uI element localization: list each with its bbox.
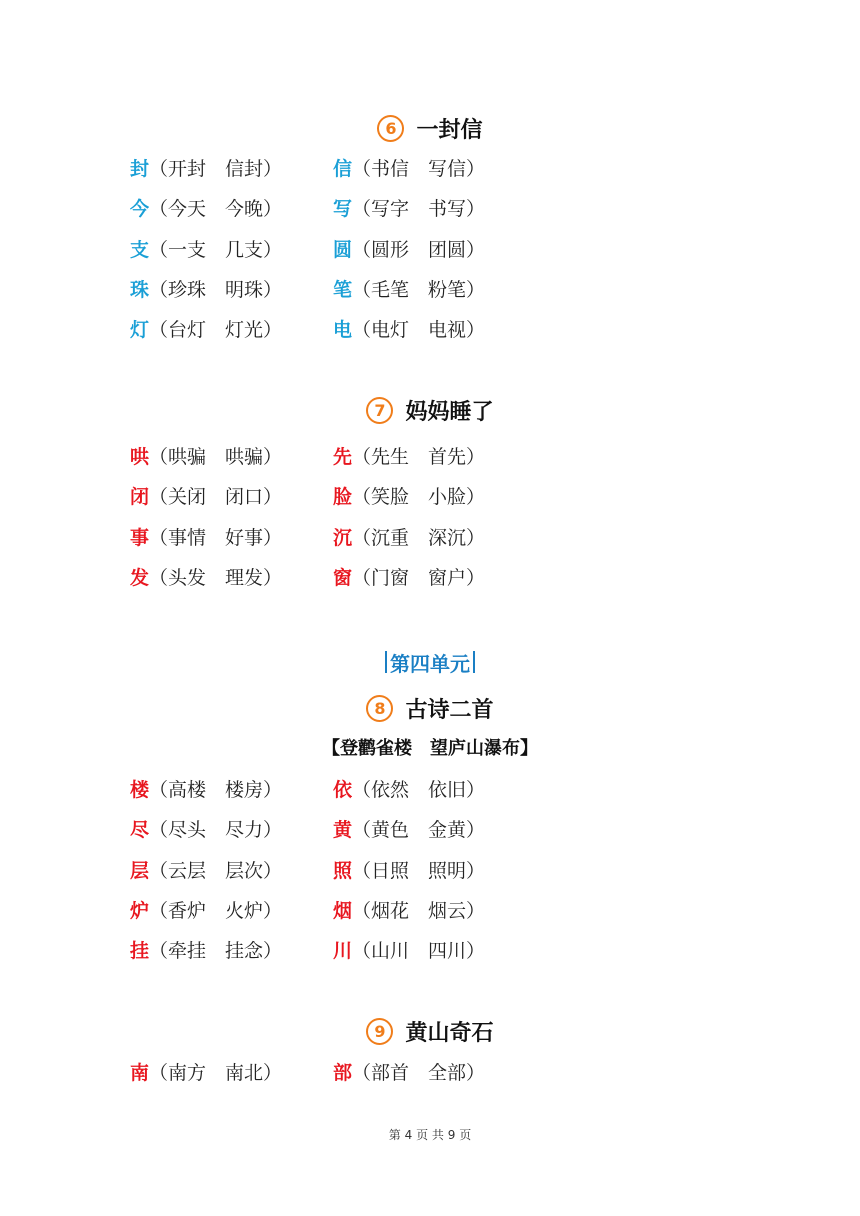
page-total: 9 <box>447 1128 456 1142</box>
lesson-title: 一封信 <box>416 117 483 143</box>
vocab-entry <box>333 856 485 886</box>
vocab-char: 层 <box>130 860 150 882</box>
vocab-entry <box>333 315 485 345</box>
vocab-entry <box>333 523 485 553</box>
vocab-char: 笔 <box>333 279 353 301</box>
page-number: 4 <box>404 1128 413 1142</box>
vocab-entry <box>130 315 282 345</box>
vocab-words: （头发 理发） <box>149 567 283 589</box>
vocab-entry <box>333 775 485 805</box>
vocab-entry <box>130 563 282 593</box>
vocab-words: （今天 今晚） <box>149 198 283 220</box>
vocab-entry <box>130 523 282 553</box>
unit-heading-text: 第四单元 <box>390 651 470 676</box>
vocab-char: 沉 <box>333 527 353 549</box>
vocab-words: （事情 好事） <box>149 527 283 549</box>
vocab-entry <box>130 235 282 265</box>
vocab-entry <box>130 775 282 805</box>
lesson-title: 黄山奇石 <box>405 1020 494 1046</box>
vocab-words: （珍珠 明珠） <box>149 279 283 301</box>
circled-number-icon: 8 <box>366 695 393 722</box>
vocab-words: （门窗 窗户） <box>352 567 486 589</box>
vocab-char: 封 <box>130 158 150 180</box>
section-8-title <box>0 688 860 728</box>
vocab-entry <box>333 482 485 512</box>
vocab-entry <box>130 1058 282 1088</box>
unit-heading <box>0 646 860 678</box>
vocab-char: 烟 <box>333 900 353 922</box>
vocab-char: 部 <box>333 1062 353 1084</box>
vocab-char: 黄 <box>333 819 353 841</box>
vocab-char: 圆 <box>333 239 353 261</box>
circled-number-icon: 7 <box>366 397 393 424</box>
vocab-char: 信 <box>333 158 353 180</box>
vocab-entry <box>333 442 485 472</box>
vocab-words: （开封 信封） <box>149 158 283 180</box>
vocab-char: 依 <box>333 779 353 801</box>
vocab-words: （尽头 尽力） <box>149 819 283 841</box>
vocab-words: （牵挂 挂念） <box>149 940 283 962</box>
vocab-words: （香炉 火炉） <box>149 900 283 922</box>
vocab-entry <box>130 482 282 512</box>
vocab-entry <box>333 1058 485 1088</box>
vocab-words: （依然 依旧） <box>352 779 486 801</box>
circled-number-icon: 9 <box>366 1018 393 1045</box>
vocab-words: （写字 书写） <box>352 198 486 220</box>
vocab-words: （台灯 灯光） <box>149 319 283 341</box>
vocab-entry <box>333 194 485 224</box>
vocab-char: 脸 <box>333 486 353 508</box>
footer-text: 页 <box>416 1128 429 1142</box>
vocab-words: （沉重 深沉） <box>352 527 486 549</box>
vocab-entry <box>333 275 485 305</box>
vocab-char: 闭 <box>130 486 150 508</box>
vocab-char: 电 <box>333 319 353 341</box>
vocab-words: （电灯 电视） <box>352 319 486 341</box>
vocab-words: （烟花 烟云） <box>352 900 486 922</box>
vocab-entry <box>333 563 485 593</box>
vocab-words: （哄骗 哄骗） <box>149 446 283 468</box>
circled-number-icon: 6 <box>377 115 404 142</box>
vocab-words: （先生 首先） <box>352 446 486 468</box>
vocab-entry <box>130 815 282 845</box>
vocab-char: 先 <box>333 446 353 468</box>
vocab-entry <box>333 235 485 265</box>
section-9-title <box>0 1011 860 1051</box>
vocab-words: （黄色 金黄） <box>352 819 486 841</box>
vocab-words: （一支 几支） <box>149 239 283 261</box>
vocab-words: （关闭 闭口） <box>149 486 283 508</box>
vocab-char: 事 <box>130 527 150 549</box>
vocab-char: 写 <box>333 198 353 220</box>
vocab-entry <box>130 442 282 472</box>
vocab-entry <box>333 154 485 184</box>
vocab-char: 哄 <box>130 446 150 468</box>
vocab-char: 南 <box>130 1062 150 1084</box>
vocab-char: 灯 <box>130 319 150 341</box>
vocab-entry <box>333 896 485 926</box>
vocab-char: 尽 <box>130 819 150 841</box>
divider <box>385 651 387 673</box>
vocab-char: 今 <box>130 198 150 220</box>
vocab-entry <box>130 154 282 184</box>
vocab-words: （毛笔 粉笔） <box>352 279 486 301</box>
vocab-words: （山川 四川） <box>352 940 486 962</box>
vocab-words: （高楼 楼房） <box>149 779 283 801</box>
poem-subtitle: 【登鹳雀楼 望庐山瀑布】 <box>322 738 538 759</box>
vocab-char: 川 <box>333 940 353 962</box>
page-footer <box>0 1126 860 1143</box>
vocab-entry <box>130 275 282 305</box>
vocab-char: 炉 <box>130 900 150 922</box>
lesson-title: 古诗二首 <box>405 697 494 723</box>
vocab-char: 窗 <box>333 567 353 589</box>
vocab-words: （部首 全部） <box>352 1062 486 1084</box>
vocab-words: （书信 写信） <box>352 158 486 180</box>
vocab-entry <box>130 936 282 966</box>
vocab-entry <box>333 936 485 966</box>
vocab-words: （云层 层次） <box>149 860 283 882</box>
vocab-entry <box>130 194 282 224</box>
footer-suffix: 页 <box>459 1128 472 1142</box>
vocab-char: 照 <box>333 860 353 882</box>
vocab-words: （日照 照明） <box>352 860 486 882</box>
vocab-char: 挂 <box>130 940 150 962</box>
vocab-entry <box>130 856 282 886</box>
section-6-title <box>0 108 860 148</box>
vocab-entry <box>130 896 282 926</box>
vocab-char: 支 <box>130 239 150 261</box>
divider <box>473 651 475 673</box>
vocab-char: 楼 <box>130 779 150 801</box>
lesson-title: 妈妈睡了 <box>405 399 494 425</box>
vocab-char: 珠 <box>130 279 150 301</box>
vocab-words: （圆形 团圆） <box>352 239 486 261</box>
vocab-entry <box>333 815 485 845</box>
vocab-char: 发 <box>130 567 150 589</box>
vocab-words: （南方 南北） <box>149 1062 283 1084</box>
vocab-words: （笑脸 小脸） <box>352 486 486 508</box>
footer-text: 共 <box>431 1128 444 1142</box>
footer-prefix: 第 <box>388 1128 401 1142</box>
section-7-title <box>0 390 860 430</box>
